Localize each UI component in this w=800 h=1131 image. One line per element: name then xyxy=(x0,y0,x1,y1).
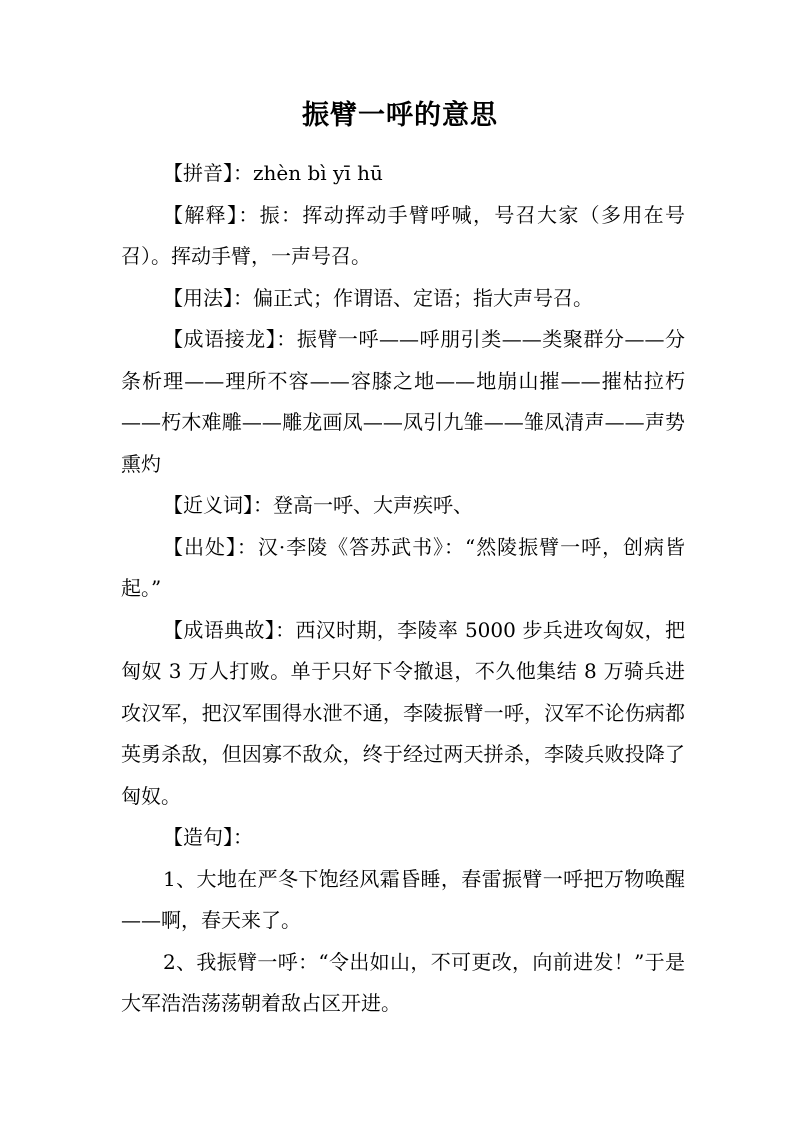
paragraph-synonyms xyxy=(121,485,685,527)
text-source: ：汉·李陵《答苏武书》：“然陵振臂一呼，创病皆起。” xyxy=(121,534,686,600)
label-usage: 【用法】 xyxy=(163,285,233,310)
text-pinyin: ：zhèn bì yī hū xyxy=(233,161,383,185)
label-story: 【成语典故】 xyxy=(163,617,276,642)
label-source: 【出处】 xyxy=(163,534,237,559)
paragraph-usage xyxy=(121,278,685,320)
paragraph-pinyin xyxy=(121,153,685,195)
label-explanation: 【解释】 xyxy=(163,202,239,227)
text-example-2: 2、我振臂一呼：“令出如山，不可更改，向前进发！”于是大军浩浩荡荡朝着敌占区开进。 xyxy=(121,949,685,1015)
label-pinyin: 【拼音】 xyxy=(163,161,233,185)
text-example-1: 1、大地在严冬下饱经风霜昏睡，春雷振臂一呼把万物唤醒——啊，春天来了。 xyxy=(121,866,685,932)
text-idiom-chain: ：振臂一呼——呼朋引类——类聚群分——分条析理——理所不容——容膝之地——地崩山摧——摧枯拉朽——朽木难雕——雕龙画凤——凤引九雏——雏凤清声——声势熏灼 xyxy=(121,327,686,476)
label-synonyms: 【近义词】 xyxy=(163,493,253,517)
text-examples: ： xyxy=(233,825,253,849)
text-usage: ：偏正式；作谓语、定语；指大声号召。 xyxy=(233,285,593,310)
text-explanation: ：振：挥动挥动手臂呼喊，号召大家（多用在号召）。挥动手臂，一声号召。 xyxy=(121,202,686,268)
page-title: 振臂一呼的意思 xyxy=(302,100,498,131)
text-story: ：西汉时期，李陵率 5000 步兵进攻匈奴，把匈奴 3 万人打败。单于只好下令撤退，不久他集结 8 万骑兵进攻汉军，把汉军围得水泄不通，李陵振臂一呼，汉军不论伤病都英勇杀敌，但因寡不敌众，终于经过两天拼杀，李陵兵败投降了匈奴。 xyxy=(121,617,685,808)
paragraph-example-2 xyxy=(121,942,685,1025)
paragraph-source xyxy=(121,527,685,610)
paragraph-explanation xyxy=(121,195,685,278)
paragraph-idiom-chain xyxy=(121,319,685,485)
text-synonyms: ：登高一呼、大声疾呼、 xyxy=(253,493,473,517)
paragraph-example-1 xyxy=(121,859,685,942)
label-idiom-chain: 【成语接龙】 xyxy=(163,327,277,351)
label-examples: 【造句】 xyxy=(163,825,233,849)
paragraph-examples-heading xyxy=(121,817,685,859)
paragraph-story xyxy=(121,610,685,818)
document-body xyxy=(121,153,685,1025)
